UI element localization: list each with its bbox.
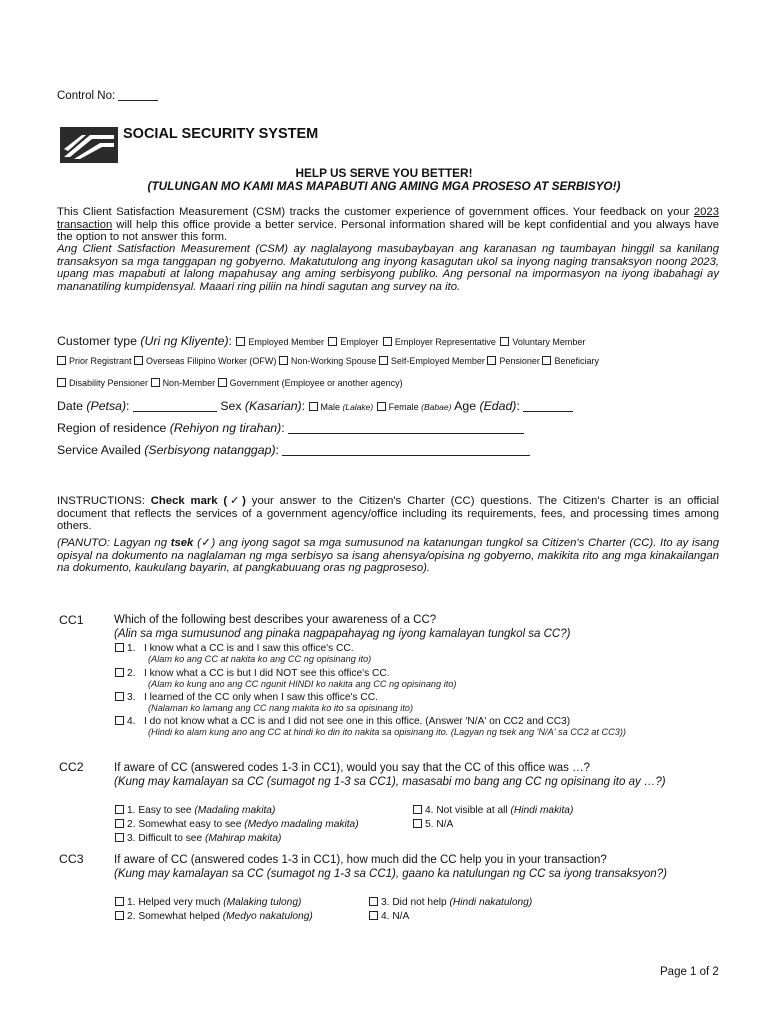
checkbox-female[interactable]	[377, 402, 386, 411]
cc3-question: If aware of CC (answered codes 1-3 in CC1), how much did the CC help you in your transaction?	[114, 854, 607, 866]
date-sex-age-row: Date (Petsa): Sex (Kasarian): Male (Lalake) Female (Babae) Age (Edad):	[57, 399, 573, 413]
option-text-fil: (Hindi nakatulong)	[449, 897, 533, 908]
checkbox[interactable]	[115, 819, 124, 828]
checkbox[interactable]	[57, 378, 66, 387]
sss-logo-icon	[60, 127, 118, 163]
cc2-option-4[interactable]	[413, 805, 573, 816]
option-text: 3. Difficult to see	[127, 833, 205, 844]
option-government: Government (Employee or another agency)	[229, 378, 403, 388]
option-text: I know what a CC is but I did NOT see this office's CC.	[144, 668, 390, 679]
option-beneficiary: Beneficiary	[554, 356, 599, 366]
customer-type-row-3	[57, 378, 403, 388]
cc1-option-2[interactable]	[115, 668, 725, 689]
form-title: HELP US SERVE YOU BETTER!	[295, 166, 473, 180]
cc3-question-fil: (Kung may kamalayan sa CC (sumagot ng 1-3 sa CC1), gaano ka natulungan ng CC sa iyong transaksyon?)	[114, 868, 667, 880]
checkbox[interactable]	[383, 337, 392, 346]
option-text: 3. Did not help	[381, 897, 450, 908]
checkbox[interactable]	[542, 356, 551, 365]
cc1-option-1[interactable]	[115, 643, 725, 664]
age-label-fil: (Edad)	[479, 399, 517, 413]
checkbox[interactable]	[115, 911, 124, 920]
option-ofw: Overseas Filipino Worker (OFW)	[146, 356, 277, 366]
region-row: Region of residence (Rehiyon ng tirahan):	[57, 421, 524, 435]
control-no-field[interactable]	[118, 100, 158, 101]
intro-filipino	[57, 243, 719, 293]
checkbox[interactable]	[328, 337, 337, 346]
customer-type-colon: :	[228, 334, 232, 348]
service-field[interactable]	[282, 455, 530, 456]
control-no-label: Control No:	[57, 90, 116, 102]
instructions-fil-lead: (PANUTO: Lagyan ng	[57, 537, 171, 549]
instructions-filipino	[57, 537, 719, 575]
option-text-fil: (Mahirap makita)	[204, 833, 282, 844]
option-number: 1.	[127, 643, 136, 654]
checkbox[interactable]	[115, 805, 124, 814]
option-text: 1. Helped very much	[127, 897, 224, 908]
checkbox[interactable]	[379, 356, 388, 365]
age-field[interactable]	[523, 411, 573, 412]
option-text-fil: (Hindi ko alam kung ano ang CC at hindi ko din ito nakita sa opisinang ito. (Lagyan ng tsek ang 'N/A' sa CC2 at CC3))	[148, 727, 626, 737]
option-text-fil: (Medyo madaling makita)	[244, 819, 359, 830]
option-prior-registrant: Prior Registrant	[69, 356, 132, 366]
instructions-english	[57, 495, 719, 533]
checkbox[interactable]	[115, 643, 124, 652]
cc2-option-3[interactable]	[115, 833, 281, 844]
customer-type-label-fil: (Uri ng Kliyente)	[140, 334, 229, 348]
option-non-member: Non-Member	[162, 378, 216, 388]
intro-en-underlined: 2023 transaction	[57, 206, 719, 231]
option-text: 4. Not visible at all	[425, 805, 511, 816]
age-label: Age	[454, 399, 480, 413]
cc2-option-1[interactable]	[115, 805, 275, 816]
service-label-fil: (Serbisyong natanggap)	[144, 443, 276, 457]
option-disability-pensioner: Disability Pensioner	[69, 378, 149, 388]
option-text: 4. N/A	[381, 911, 410, 922]
instructions-fil-text: (✓) ang iyong sagot sa mga sumusunod na katanungan tungkol sa Citizen's Charter (CC). Ito ay isang opisyal na dokumento na naglalaman ng mga serbisyo sa isang ahensya/opisina ng gobyerno, makikita rito ang mga kinakailangan na dokumento, kaukulang bayarin, at pangkabuuang oras ng pagproseso).	[57, 537, 719, 574]
cc1-option-3[interactable]	[115, 692, 725, 713]
option-male: Male	[320, 402, 343, 412]
cc3-option-4[interactable]	[369, 911, 409, 922]
sss-logo	[60, 127, 118, 163]
option-text-fil: (Hindi makita)	[510, 805, 574, 816]
intro-en-text-1: This Client Satisfaction Measurement (CSM) tracks the customer experience of government offices. Your feedback on your	[57, 206, 694, 218]
date-label: Date	[57, 399, 87, 413]
region-label-fil: (Rehiyon ng tirahan)	[169, 421, 282, 435]
option-female-fil: (Babae)	[421, 402, 452, 412]
checkbox[interactable]	[487, 356, 496, 365]
cc1-question: Which of the following best describes your awareness of a CC?	[114, 614, 437, 626]
checkbox[interactable]	[413, 805, 422, 814]
option-employed-member: Employed Member	[248, 337, 324, 347]
option-text-fil: (Alam ko kung ano ang CC ngunit HINDI ko nakita ang CC ng opisinang ito)	[148, 679, 457, 689]
instructions-lead: INSTRUCTIONS:	[57, 495, 151, 507]
cc1-option-4[interactable]	[115, 716, 723, 737]
customer-type-row-1	[57, 332, 585, 350]
option-text-fil: (Medyo nakatulong)	[222, 911, 313, 922]
customer-type-row-2	[57, 356, 599, 366]
instructions-bold: Check mark (✓)	[150, 495, 246, 507]
checkbox[interactable]	[279, 356, 288, 365]
cc2-option-5[interactable]	[413, 819, 453, 830]
region-label: Region of residence	[57, 421, 170, 435]
cc3-option-3[interactable]	[369, 897, 532, 908]
option-employer: Employer	[340, 337, 379, 347]
option-text-fil: (Nalaman ko lamang ang CC nang makita ko ito sa opisinang ito)	[148, 703, 414, 713]
form-subtitle: (TULUNGAN MO KAMI MAS MAPABUTI ANG AMING MGA PROSESO AT SERBISYO!)	[147, 179, 621, 193]
option-number: 2.	[127, 668, 136, 679]
intro-english	[57, 206, 719, 244]
option-text-fil: (Madaling makita)	[194, 805, 276, 816]
org-name: SOCIAL SECURITY SYSTEM	[123, 126, 319, 142]
instructions-fil-bold: tsek	[170, 537, 194, 549]
cc2-question: If aware of CC (answered codes 1-3 in CC1), would you say that the CC of this office was …?	[114, 762, 590, 774]
option-voluntary-member: Voluntary Member	[512, 337, 586, 347]
checkbox[interactable]	[236, 337, 245, 346]
checkbox[interactable]	[151, 378, 160, 387]
intro-en-text-2: will help this office provide a better service. Personal information shared will be kept confidential and you always have the option to not answer this form.	[57, 218, 719, 243]
date-field[interactable]	[133, 411, 217, 412]
checkbox[interactable]	[115, 668, 124, 677]
option-female: Female	[388, 402, 422, 412]
option-text: I learned of the CC only when I saw this office's CC.	[144, 692, 378, 703]
cc2-option-2[interactable]	[115, 819, 359, 830]
cc1-question-fil: (Alin sa mga sumusunod ang pinaka nagpapahayag ng iyong kamalayan tungkol sa CC?)	[114, 628, 571, 640]
cc2-question-fil: (Kung may kamalayan sa CC (sumagot ng 1-3 sa CC1), masasabi mo bang ang CC ng opisinang ito ay …?)	[114, 776, 666, 788]
checkbox[interactable]	[115, 897, 124, 906]
cc3-label: CC3	[59, 852, 84, 866]
option-male-fil: (Lalake)	[342, 402, 374, 412]
option-self-employed-member: Self-Employed Member	[390, 356, 485, 366]
sex-label: Sex	[220, 399, 245, 413]
option-text: I do not know what a CC is and I did not see one in this office. (Answer 'N/A' on CC2 and CC3)	[144, 716, 571, 727]
checkbox[interactable]	[115, 692, 124, 701]
date-label-fil: (Petsa)	[86, 399, 127, 413]
option-text: 2. Somewhat easy to see	[127, 819, 245, 830]
option-text: 1. Easy to see	[127, 805, 195, 816]
option-non-working-spouse: Non-Working Spouse	[290, 356, 377, 366]
cc2-label: CC2	[59, 760, 84, 774]
cc3-option-2[interactable]	[115, 911, 313, 922]
checkbox[interactable]	[369, 897, 378, 906]
checkbox[interactable]	[500, 337, 509, 346]
cc1-label: CC1	[59, 613, 84, 627]
page-number: Page 1 of 2	[660, 966, 719, 978]
checkbox[interactable]	[218, 378, 227, 387]
option-number: 3.	[127, 692, 136, 703]
checkbox[interactable]	[115, 833, 124, 842]
cc3-option-1[interactable]	[115, 897, 301, 908]
checkbox[interactable]	[369, 911, 378, 920]
option-pensioner: Pensioner	[499, 356, 540, 366]
checkbox[interactable]	[115, 716, 124, 725]
sex-label-fil: (Kasarian)	[244, 399, 302, 413]
service-label: Service Availed	[57, 443, 145, 457]
intro-fil-text: Ang Client Satisfaction Measurement (CSM) ay naglalayong masubaybayan ang karanasan ng taumbayan hinggil sa kanilang transaksyon sa mga tanggapan ng gobyerno. Makatutulong ang inyong kasagutan ukol sa inyong naging transaksyon noong 2023, upang mas mapabuti at lalong mapahusay ang aming serbisyong publiko. Ang personal na impormasyon na iyong ibabahagi ay mananatiling kumpidensyal. Maaari ring piliin na hindi sagutan ang survey na ito.	[57, 243, 719, 293]
checkbox[interactable]	[134, 356, 143, 365]
option-text-fil: (Alam ko ang CC at nakita ko ang CC ng opisinang ito)	[148, 654, 372, 664]
option-text-fil: (Malaking tulong)	[223, 897, 302, 908]
control-no	[57, 90, 158, 102]
instructions-text: your answer to the Citizen's Charter (CC) questions. The Citizen's Charter is an official document that reflects the services of a government agency/office including its requirements, fees, and processing times among others.	[57, 495, 719, 532]
option-text: 2. Somewhat helped	[127, 911, 223, 922]
option-text: I know what a CC is and I saw this office's CC.	[144, 643, 354, 654]
option-number: 4.	[127, 716, 136, 727]
option-text: 5. N/A	[425, 819, 454, 830]
region-field[interactable]	[288, 433, 524, 434]
checkbox[interactable]	[57, 356, 66, 365]
option-employer-representative: Employer Representative	[394, 337, 496, 347]
checkbox[interactable]	[413, 819, 422, 828]
service-row: Service Availed (Serbisyong natanggap):	[57, 443, 530, 457]
checkbox-male[interactable]	[309, 402, 318, 411]
customer-type-label: Customer type	[57, 334, 141, 348]
